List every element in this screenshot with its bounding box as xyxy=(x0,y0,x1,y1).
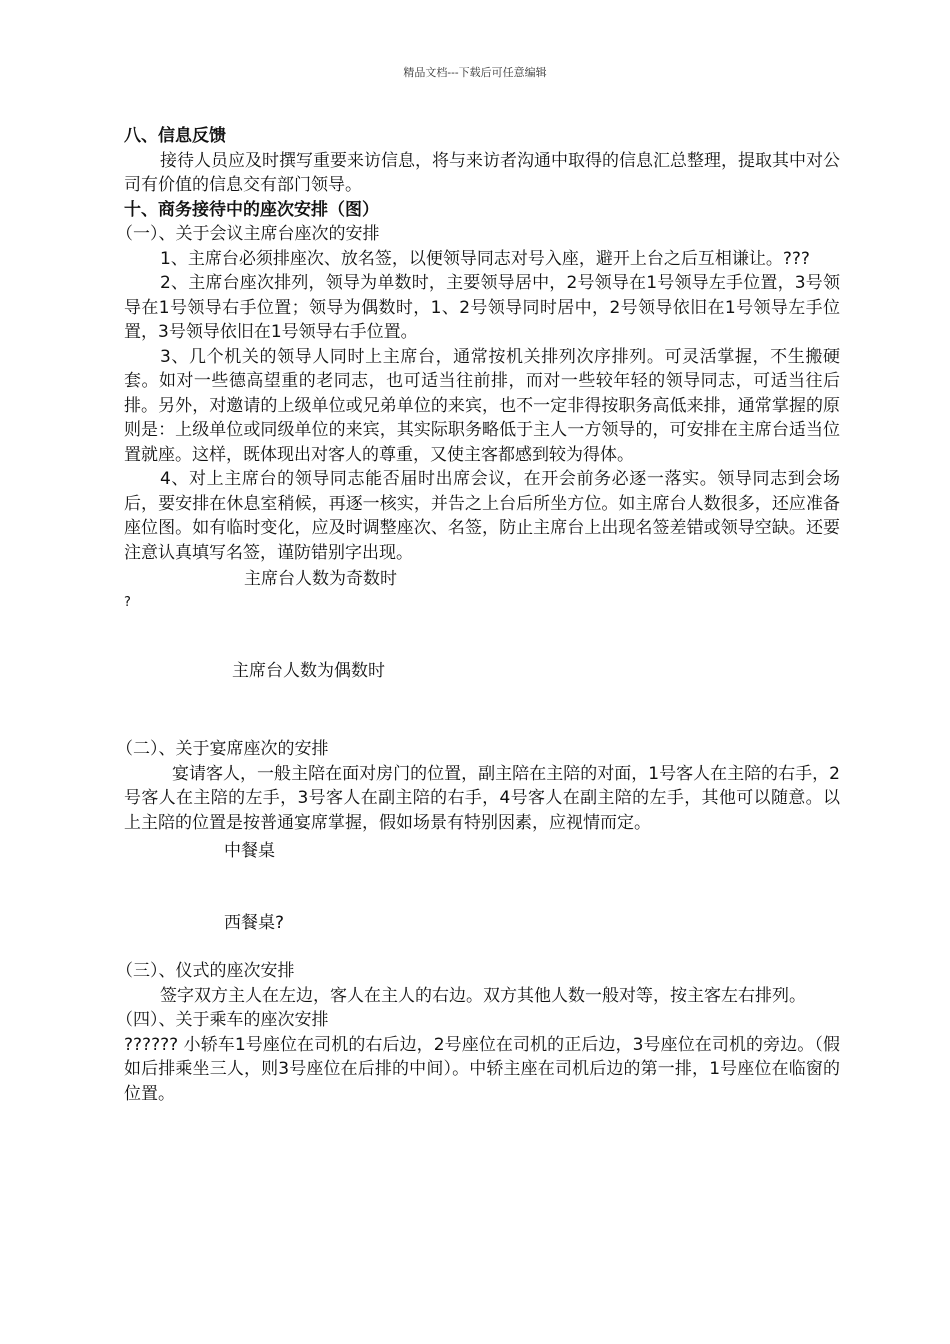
caption-chinese-table: 中餐桌 xyxy=(224,841,275,861)
subheading-banquet: （二）、关于宴席座次的安排 xyxy=(116,739,329,759)
caption-odd: 主席台人数为奇数时 xyxy=(244,569,397,589)
paragraph-car: ?????? 小轿车1号座位在司机的右后边，2号座位在司机的正后边，3号座位在司机的旁边。（假如后排乘坐三人，则3号座位在后排的中间）。中轿主座在司机后边的第一排，1号座位在临窗的位置。 xyxy=(124,1034,840,1104)
caption-western-table: 西餐桌? xyxy=(224,913,285,933)
placeholder-mark: ? xyxy=(124,595,131,610)
section-heading-10: 十、商务接待中的座次安排（图） xyxy=(124,199,379,220)
paragraph-banquet: 宴请客人，一般主陪在面对房门的位置，副主陪在主陪的对面，1号客人在主陪的右手，2号客人在主陪的左手，3号客人在副主陪的右手，4号客人在副主陪的左手，其他可以随意。以上主陪的位置是按普通宴席掌握，假如场景有特别因素，应视情而定。 xyxy=(124,763,840,833)
caption-even: 主席台人数为偶数时 xyxy=(232,661,385,681)
paragraph-meeting-4: 4、对上主席台的领导同志能否届时出席会议，在开会前务必逐一落实。领导同志到会场后，要安排在休息室稍候，再逐一核实，并告之上台后所坐方位。如主席台人数很多，还应准备座位图。如有临时变化，应及时调整座次、名签，防止主席台上出现名签差错或领导空缺。还要注意认真填写名签，谨防错别字出现。 xyxy=(124,469,840,563)
paragraph-meeting-2: 2、主席台座次排列，领导为单数时，主要领导居中，2号领导在1号领导左手位置，3号领导在1号领导右手位置；领导为偶数时，1、2号领导同时居中，2号领导依旧在1号领导左手位置，3号领导依旧在1号领导右手位置。 xyxy=(124,273,840,342)
paragraph-feedback: 接待人员应及时撰写重要来访信息，将与来访者沟通中取得的信息汇总整理，提取其中对公司有价值的信息交有部门领导。 xyxy=(124,150,840,195)
document-body xyxy=(116,124,840,1106)
section-heading-8: 八、信息反馈 xyxy=(124,126,226,146)
paragraph-meeting-1: 1、主席台必须排座次、放名签，以便领导同志对号入座，避开上台之后互相谦让。??? xyxy=(160,248,810,269)
paragraph-ceremony: 签字双方主人在左边，客人在主人的右边。双方其他人数一般对等，按主客左右排列。 xyxy=(160,985,806,1006)
subheading-car: （四）、关于乘车的座次安排 xyxy=(116,1010,329,1030)
page-header: 精品文档---下载后可任意编辑 xyxy=(403,66,547,79)
subheading-meeting: （一）、关于会议主席台座次的安排 xyxy=(116,224,380,244)
subheading-ceremony: （三）、仪式的座次安排 xyxy=(116,961,295,981)
paragraph-meeting-3: 3、几个机关的领导人同时上主席台，通常按机关排列次序排列。可灵活掌握，不生搬硬套。如对一些德高望重的老同志，也可适当往前排，而对一些较年轻的领导同志，可适当往后排。另外，对邀请的上级单位或兄弟单位的来宾，也不一定非得按职务高低来排，通常掌握的原则是：上级单位或同级单位的来宾，其实际职务略低于主人一方领导的，可安排在主席台适当位置就座。这样，既体现出对客人的尊重，又使主客都感到较为得体。 xyxy=(124,346,840,465)
